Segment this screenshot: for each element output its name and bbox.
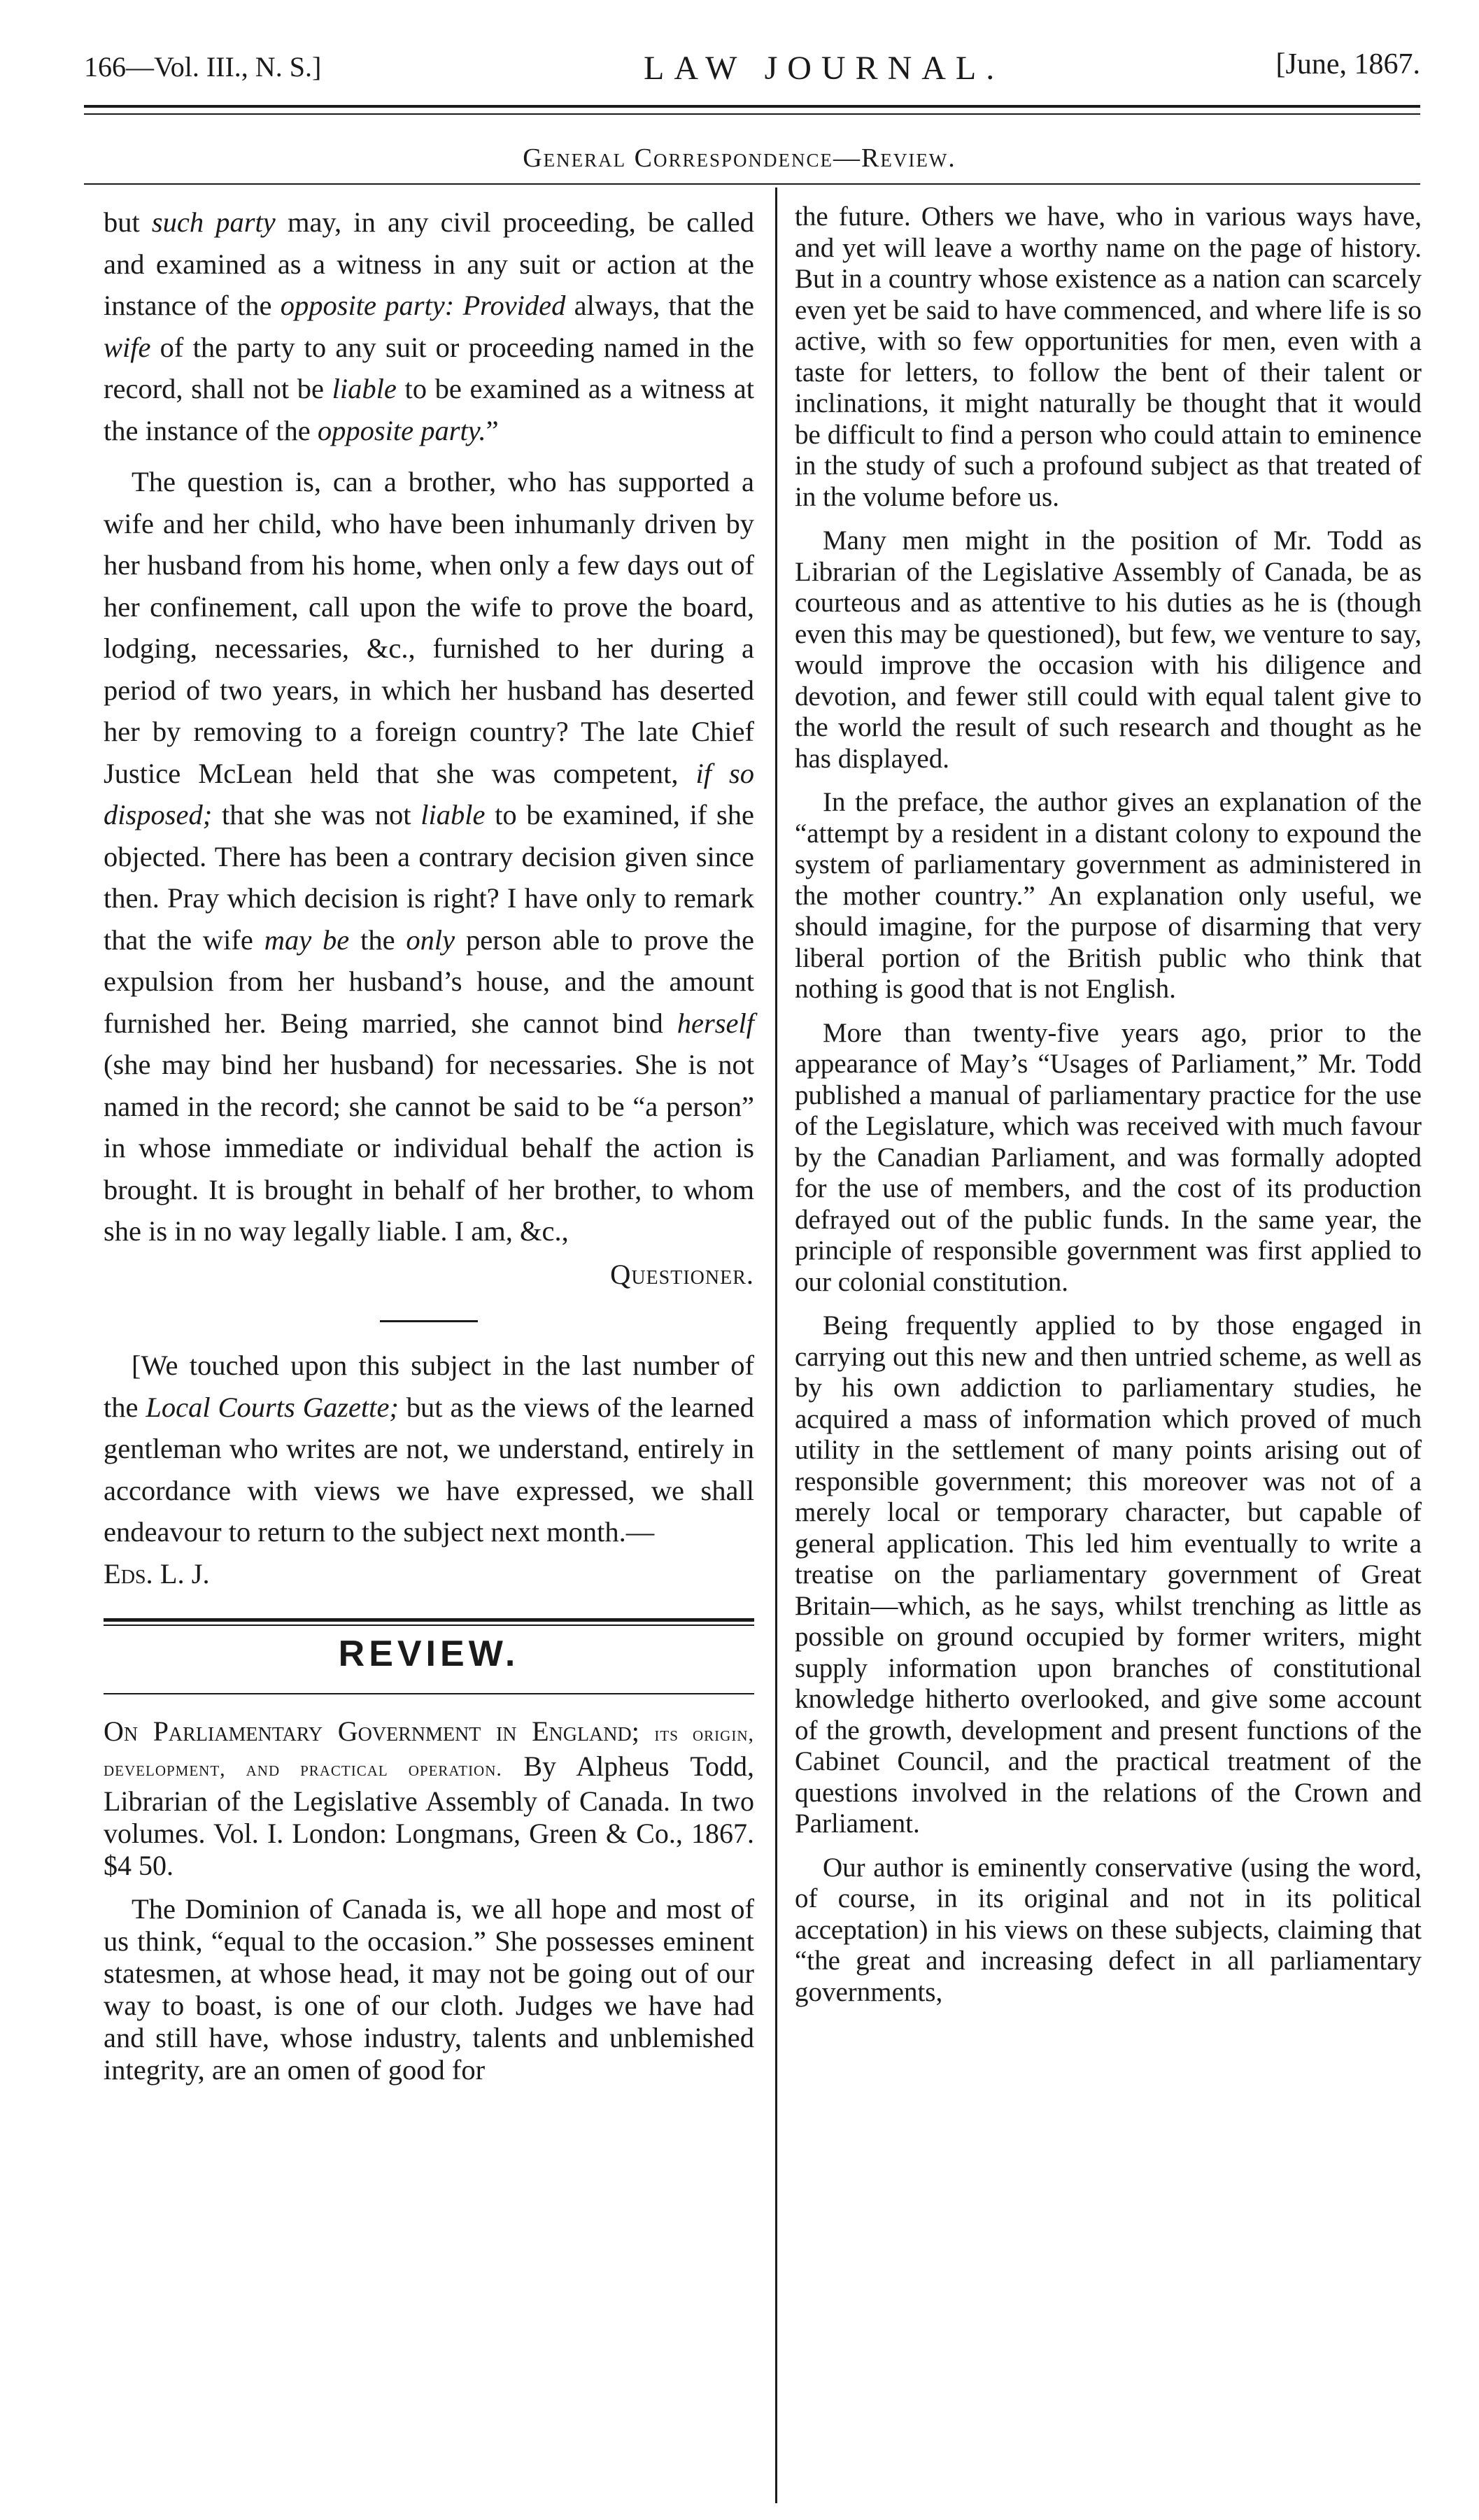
editor-signature: Eds. L. J. — [104, 1557, 210, 1590]
review-paragraph-5: More than twenty-five years ago, prior to the appearance of May’s “Usages of Parliament,” Mr. Todd published a manual of parliamentary practice for the use of the Legislature, which was received with much favour by the Canadian Parliament, and was formally adopted for the use of members, and the cost of its production defrayed out of the public funds. In the same year, the principle of responsible government was first applied to our colonial constitution. — [795, 1017, 1422, 1297]
review-top-rule — [104, 1618, 754, 1626]
letter-separator-rule — [380, 1320, 478, 1322]
review-paragraph-3: Many men might in the position of Mr. Todd as Librarian of the Legislative Assembly of Canada, be as courteous and as attentive to his duties as he is (though even this may be questioned), but few, we venture to say, would improve the occasion with his diligence and devotion, and fewer still could with equal talent give to the world the result of such research and thought as he has displayed. — [795, 525, 1422, 774]
section-rule — [84, 183, 1420, 185]
letter-paragraph-1: but such party may, in any civil proceeding, be called and examined as a witness in any suit or action at the instance of the opposite party: Provided always, that the wife of the party to any suit or proceeding named in the record, shall not be liable to be examined as a witness at the instance of the opposite party.” — [104, 206, 754, 446]
review-paragraph-6: Being frequently applied to by those engaged in carrying out this new and then untried scheme, as well as by his own addiction to parliamentary studies, he acquired a mass of information which proved of much utility in the settlement of many points arising out of responsible government; this moreover was not of a merely local or temporary character, but capable of general application. This led him eventually to write a treatise on the parliamentary government of Great Britain—which, as he says, whilst trenching as little as possible on ground occupied by former writers, might supply information upon branches of constitutional knowledge hitherto overlooked, and give some account of the growth, development and present functions of the Cabinet Council, and the practical treatment of the questions involved in the relations of the Crown and Parliament. — [795, 1310, 1422, 1839]
review-bottom-rule — [104, 1693, 754, 1694]
letter-signature: Questioner. — [610, 1258, 754, 1290]
right-column — [795, 201, 1422, 2020]
section-title — [0, 143, 1479, 174]
letter-paragraph-2: The question is, can a brother, who has supported a wife and her child, who have been inhumanly driven by her husband from his home, when only a few days out of her confinement, call upon the wife to prove the board, lodging, necessaries, &c., furnished to her during a period of two years, in which her husband has deserted her by removing to a foreign country? The late Chief Justice McLean held that she was competent, if so disposed; that she was not liable to be examined, if she objected. There has been a contrary decision given since then. Pray which decision is right? I have only to remark that the wife may be the only person able to prove the expulsion from her husband’s house, and the amount furnished her. Being married, she cannot bind herself (she may bind her husband) for necessaries. She is not named in the record; she cannot be said to be “a person” in whose immediate or individual behalf the action is brought. It is brought in behalf of her brother, to whom she is in no way legally liable. I am, &c., — [104, 466, 754, 1247]
header-rule-thick — [84, 105, 1420, 108]
review-citation: On Parliamentary Government in England; its origin, development, and practical operation. By Alpheus Todd, Librarian of the Legislative Assembly of Canada. In two volumes. Vol. I. London: Longmans, Green & Co., 1867. $4 50. — [104, 1715, 754, 1881]
issue-date: [June, 1867. — [1275, 48, 1420, 80]
column-divider — [775, 187, 777, 2503]
journal-title: LAW JOURNAL. — [644, 50, 1005, 87]
left-column — [104, 201, 754, 2086]
header-rule-thin — [84, 113, 1420, 115]
section-title-text: General Correspondence—Review. — [523, 143, 956, 173]
review-paragraph-1: The Dominion of Canada is, we all hope and most of us think, “equal to the occasion.” She possesses eminent statesmen, at whose head, it may not be going out of our way to boast, is one of our cloth. Judges we have had and still have, whose industry, talents and unblemished integrity, are an omen of good for — [104, 1893, 754, 2086]
page-volume: 166—Vol. III., N. S.] — [84, 51, 322, 83]
review-paragraph-2: the future. Others we have, who in various ways have, and yet will leave a worthy name on the page of history. But in a country whose existence as a nation can scarcely even yet be said to have commenced, and where life is so active, with so few opportunities for men, even with a taste for letters, to follow the bent of their talent or inclinations, it might naturally be thought that it would be difficult to find a person who could attain to eminence in the study of such a profound subject as that treated of in the volume before us. — [795, 201, 1422, 512]
review-heading: REVIEW. — [338, 1634, 520, 1674]
page-header — [84, 50, 1420, 99]
review-paragraph-4: In the preface, the author gives an explanation of the “attempt by a resident in a distant colony to expound the system of parliamentary government as administered in the mother country.” An explanation only useful, we should imagine, for the purpose of disarming that very liberal portion of the British public who think that nothing is good that is not English. — [795, 787, 1422, 1004]
review-paragraph-7: Our author is eminently conservative (using the word, of course, in its original and not in its political acceptation) in his views on these subjects, claiming that “the great and increasing defect in all parliamentary governments, — [795, 1852, 1422, 2007]
editor-note: [We touched upon this subject in the last number of the Local Courts Gazette; but as the views of the learned gentleman who writes are not, we understand, entirely in accordance with views we have expressed, we shall endeavour to return to the subject next month.— — [104, 1350, 754, 1548]
